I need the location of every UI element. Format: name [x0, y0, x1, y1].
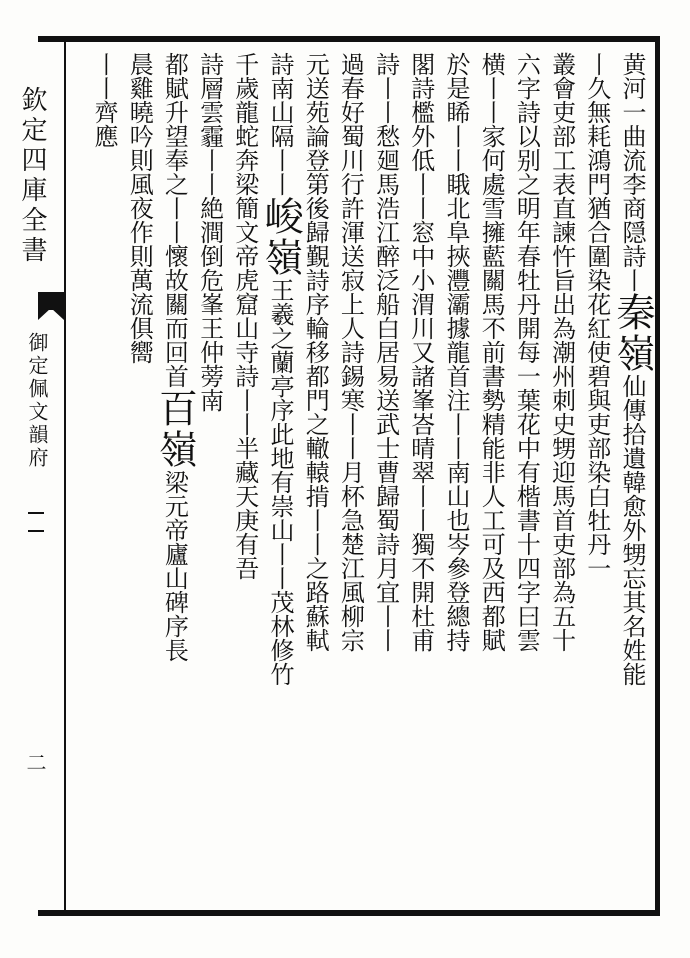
- text-column: [152, 52, 198, 910]
- column-text: 染花紅使碧與吏部染白牡丹一: [582, 268, 611, 580]
- text-column: [471, 52, 511, 910]
- text-column: [295, 52, 335, 910]
- text-column: [330, 52, 370, 910]
- column-text: 丨丨齊應: [90, 52, 118, 148]
- margin-dash: [28, 512, 44, 514]
- entry-heading: 峻嶺: [258, 196, 303, 278]
- column-text: 丨久無耗鴻門猶合圍: [582, 52, 611, 268]
- column-text: 黄河一曲流李商隠詩丨: [618, 52, 646, 292]
- margin-book-title: 御定佩文韻府: [25, 332, 49, 470]
- column-text: 千歲龍蛇奔: [230, 52, 259, 172]
- column-text: 風夜作則萬流俱嚮: [125, 172, 154, 364]
- column-text: 閣詩檻外低丨丨窓中小渭川又諸峯峇晴翠丨丨獨不開杜甫: [406, 52, 435, 652]
- column-text: 六字詩以别之明年春牡丹開每一葉花中有楷書十四字曰雲: [512, 52, 541, 652]
- column-text: 晨雞曉吟則: [125, 52, 154, 172]
- margin-page-number: 二: [23, 752, 47, 772]
- text-column: [506, 52, 546, 910]
- fishtail-notch: [38, 308, 64, 320]
- text-column: [366, 52, 406, 910]
- column-text: 元送苑論登第後歸覲詩序輪移都門之轍轅掯丨丨之路蘇軾: [301, 52, 330, 652]
- text-column: [401, 52, 441, 910]
- column-text: 横丨丨家何處雪擁藍關馬不前書勢精能非人工可及西都賦: [477, 52, 506, 652]
- margin-title: 欽定四庫全書: [17, 86, 47, 266]
- text-column: [84, 52, 124, 910]
- text-columns: [66, 44, 655, 910]
- column-text: 仙傳拾遺韓愈外甥忘其名姓能: [618, 374, 646, 686]
- text-column: [258, 52, 303, 910]
- column-text: 過春好蜀川行許渾送寂上人詩錫寒丨丨月杯急楚江風柳宗: [336, 52, 365, 652]
- column-text: 詩層雲霾丨丨絶澗倒危峯王仲蒡南: [195, 52, 224, 412]
- text-column: [190, 52, 230, 910]
- column-text: 梁簡文帝虎窟山寺詩丨丨半藏天庚有吾: [230, 172, 259, 580]
- column-text: 於是睎丨丨睋北阜挾灃灞據龍首注丨丨南山也岑參登總持: [442, 52, 470, 652]
- text-column: [542, 52, 582, 910]
- column-text: 都賦升望奉之丨丨懷故關而回首: [160, 52, 189, 388]
- text-column: [225, 52, 265, 910]
- column-text: 詩南山隔丨丨: [266, 52, 294, 196]
- entry-heading: 秦嶺: [610, 292, 655, 374]
- text-column: [436, 52, 476, 910]
- column-text: 詩丨丨愁廻馬浩江醉泛船白居易送武士曹歸蜀詩月宜丨丨: [371, 52, 400, 652]
- margin-dash: [28, 530, 44, 532]
- column-text: 叢會吏部工表直諫忤旨出為潮州刺史甥迎馬首吏部為五十: [547, 52, 576, 652]
- margin-strip: [0, 36, 64, 916]
- text-column: [119, 52, 159, 910]
- entry-heading: 百嶺: [152, 388, 198, 470]
- column-text: 梁元帝廬山碑序長: [160, 470, 189, 662]
- text-column: [577, 52, 617, 910]
- text-column: [610, 52, 655, 910]
- column-text: 王羲之蘭亭序此地有崇山丨丨茂林修竹: [266, 278, 294, 686]
